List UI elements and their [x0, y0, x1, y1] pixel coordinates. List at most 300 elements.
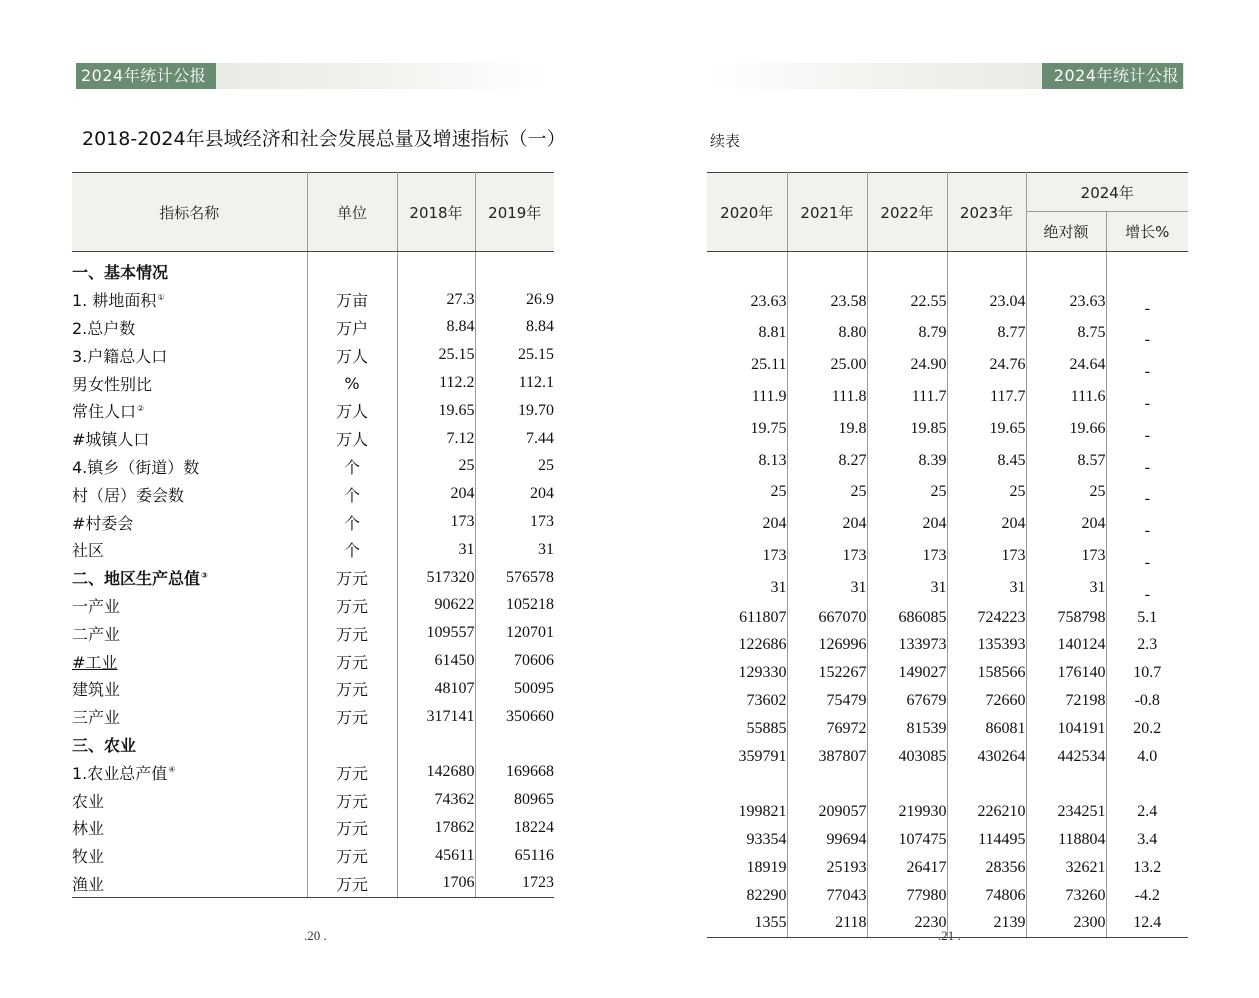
value-2023: 430264	[947, 743, 1026, 771]
indicator-name	[72, 480, 307, 508]
value-2022: 22.55	[867, 286, 947, 318]
value-2021: 77043	[787, 882, 867, 910]
table-row	[707, 540, 1188, 572]
unit-cell	[307, 258, 397, 286]
table-row	[72, 425, 554, 453]
unit-cell: 万元	[307, 842, 397, 870]
col-header-2022: 2022年	[867, 173, 947, 252]
indicator-name	[72, 786, 307, 814]
growth-2024: -	[1144, 585, 1150, 603]
value-2022: 204	[867, 508, 947, 540]
value-2020: 23.63	[707, 286, 787, 318]
growth-2024: -	[1144, 299, 1150, 317]
value-2022: 19.85	[867, 413, 947, 445]
growth-2024: 20.2	[1133, 719, 1162, 737]
value-2024: 140124	[1026, 632, 1106, 660]
value-2024: 24.64	[1026, 349, 1106, 381]
value-2021	[787, 771, 867, 799]
value-2019: 25	[538, 457, 554, 475]
growth-2024: -	[1144, 394, 1150, 412]
unit-cell: 万元	[307, 814, 397, 842]
unit-cell: 万元	[307, 870, 397, 898]
unit-cell: 万元	[307, 758, 397, 786]
value-2018	[397, 731, 475, 759]
unit-cell: 万人	[307, 341, 397, 369]
value-2018: 27.3	[397, 286, 475, 314]
value-2019: 173	[530, 513, 554, 531]
table-row	[72, 731, 554, 759]
value-2020: 111.9	[707, 381, 787, 413]
value-2021: 204	[787, 508, 867, 540]
indicator-name	[72, 592, 307, 620]
value-2024: 72198	[1026, 687, 1106, 715]
value-2021: 126996	[787, 632, 867, 660]
growth-2024: -	[1144, 426, 1150, 444]
value-2024: 25	[1026, 477, 1106, 509]
table-row	[707, 349, 1188, 381]
table-row	[707, 826, 1188, 854]
value-2020: 55885	[707, 715, 787, 743]
value-2019	[475, 731, 554, 759]
table-row	[707, 771, 1188, 799]
indicator-name	[72, 647, 307, 675]
value-2023: 72660	[947, 687, 1026, 715]
value-2021: 387807	[787, 743, 867, 771]
footnote-marker: ①	[157, 292, 165, 302]
value-2020: 93354	[707, 826, 787, 854]
indicator-name	[72, 675, 307, 703]
value-2018: 19.65	[397, 397, 475, 425]
value-2019: 19.70	[518, 401, 554, 419]
value-2023	[947, 258, 1026, 286]
unit-cell: 万元	[307, 619, 397, 647]
table-row	[707, 258, 1188, 286]
value-2019: 105218	[506, 596, 554, 614]
indicator-name	[72, 564, 307, 592]
value-2022: 149027	[867, 659, 947, 687]
value-2019: 25.15	[518, 346, 554, 364]
col-header-growth: 增长%	[1106, 212, 1188, 252]
value-2022: 25	[867, 477, 947, 509]
value-2019: 204	[530, 485, 554, 503]
table-row	[707, 743, 1188, 771]
value-2024: 111.6	[1026, 381, 1106, 413]
value-2024: 32621	[1026, 854, 1106, 882]
indicator-label: 三产业	[72, 708, 121, 728]
value-2021: 25	[787, 477, 867, 509]
table-row	[72, 786, 554, 814]
value-2022: 31	[867, 572, 947, 604]
table-row	[72, 258, 554, 286]
table-row	[707, 715, 1188, 743]
unit-cell: 万元	[307, 592, 397, 620]
table-row	[72, 703, 554, 731]
table-row	[72, 286, 554, 314]
growth-2024	[1106, 771, 1188, 799]
value-2019: 31	[538, 540, 554, 558]
indicator-label: 建筑业	[72, 680, 121, 700]
value-2019: 120701	[506, 624, 554, 642]
value-2018: 8.84	[397, 314, 475, 342]
value-2019: 26.9	[526, 290, 554, 308]
col-header-2021: 2021年	[787, 173, 867, 252]
value-2021: 173	[787, 540, 867, 572]
value-2021: 2118	[787, 910, 867, 938]
value-2020: 18919	[707, 854, 787, 882]
value-2019: 112.1	[518, 374, 554, 392]
value-2020: 82290	[707, 882, 787, 910]
indicator-name	[72, 425, 307, 453]
col-header-name: 指标名称	[72, 173, 307, 252]
value-2024: 758798	[1026, 604, 1106, 632]
value-2020: 31	[707, 572, 787, 604]
indicator-label: #城镇人口	[72, 430, 150, 450]
value-2023: 173	[947, 540, 1026, 572]
value-2022: 133973	[867, 632, 947, 660]
indicator-name	[72, 814, 307, 842]
value-2022	[867, 771, 947, 799]
value-2021: 75479	[787, 687, 867, 715]
col-header-2018: 2018年	[397, 173, 475, 252]
page-number-right: .21 .	[938, 928, 961, 943]
unit-cell: 个	[307, 536, 397, 564]
value-2023: 114495	[947, 826, 1026, 854]
value-2018: 25	[397, 453, 475, 481]
indicator-label: 农业	[72, 791, 105, 811]
table-row	[72, 369, 554, 397]
value-2021: 19.8	[787, 413, 867, 445]
indicator-label: 一、基本情况	[72, 263, 169, 283]
indicator-label: 林业	[72, 819, 105, 839]
indicator-name	[72, 842, 307, 870]
value-2024: 173	[1026, 540, 1106, 572]
table-row	[72, 397, 554, 425]
col-header-2020: 2020年	[707, 173, 787, 252]
table-row	[707, 632, 1188, 660]
indicator-label: 4.镇乡（街道）数	[72, 457, 200, 477]
value-2019	[475, 258, 554, 286]
value-2018: 31	[397, 536, 475, 564]
indicator-name	[72, 341, 307, 369]
report-tag-left: 2024年统计公报	[76, 63, 216, 89]
value-2024: 176140	[1026, 659, 1106, 687]
value-2023: 135393	[947, 632, 1026, 660]
value-2022: 403085	[867, 743, 947, 771]
table-row	[707, 413, 1188, 445]
value-2020: 8.81	[707, 318, 787, 350]
growth-2024: 2.3	[1137, 636, 1158, 654]
value-2023: 204	[947, 508, 1026, 540]
indicator-name	[72, 397, 307, 425]
value-2022: 111.7	[867, 381, 947, 413]
unit-cell: 个	[307, 453, 397, 481]
footnote-marker: ②	[137, 404, 145, 414]
value-2022: 173	[867, 540, 947, 572]
growth-2024	[1106, 258, 1188, 286]
growth-2024: -	[1144, 490, 1150, 508]
value-2023	[947, 771, 1026, 799]
value-2024: 234251	[1026, 798, 1106, 826]
unit-cell: 万元	[307, 703, 397, 731]
value-2023: 86081	[947, 715, 1026, 743]
indicator-label: 一产业	[72, 596, 121, 616]
growth-2024: 3.4	[1137, 831, 1158, 849]
indicator-label: 二产业	[72, 624, 121, 644]
value-2018: 1706	[397, 870, 475, 898]
value-2023: 226210	[947, 798, 1026, 826]
indicator-name	[72, 508, 307, 536]
indicator-name	[72, 731, 307, 759]
growth-2024: -	[1144, 522, 1150, 540]
indicator-name	[72, 286, 307, 314]
col-header-unit: 单位	[307, 173, 397, 252]
value-2022: 2230	[867, 910, 947, 938]
col-header-2023: 2023年	[947, 173, 1026, 252]
indicator-label: 3.户籍总人口	[72, 346, 168, 366]
indicator-name	[72, 619, 307, 647]
value-2021: 209057	[787, 798, 867, 826]
value-2019: 7.44	[526, 429, 554, 447]
value-2020: 173	[707, 540, 787, 572]
value-2021	[787, 258, 867, 286]
value-2022: 219930	[867, 798, 947, 826]
col-header-2024-group: 2024年	[1026, 173, 1188, 212]
growth-2024: -	[1144, 331, 1150, 349]
indicator-label: 男女性别比	[72, 374, 153, 394]
page-number-left: .20 .	[304, 928, 327, 943]
value-2024: 204	[1026, 508, 1106, 540]
value-2024: 23.63	[1026, 286, 1106, 318]
value-2022: 67679	[867, 687, 947, 715]
value-2018: 25.15	[397, 341, 475, 369]
value-2020: 204	[707, 508, 787, 540]
growth-2024: 4.0	[1137, 747, 1158, 765]
report-tag-right: 2024年统计公报	[1042, 63, 1183, 89]
footnote-marker: ④	[168, 765, 176, 775]
value-2019: 18224	[514, 818, 554, 836]
table-row	[72, 564, 554, 592]
value-2024: 8.57	[1026, 445, 1106, 477]
indicator-label: #工业	[72, 652, 118, 672]
indicator-name	[72, 536, 307, 564]
value-2020	[707, 771, 787, 799]
value-2020: 25	[707, 477, 787, 509]
value-2020: 122686	[707, 632, 787, 660]
table-row	[72, 647, 554, 675]
value-2023: 23.04	[947, 286, 1026, 318]
table-row	[707, 659, 1188, 687]
value-2024: 2300	[1026, 910, 1106, 938]
value-2024	[1026, 771, 1106, 799]
value-2022: 24.90	[867, 349, 947, 381]
indicator-label: 1.农业总产值	[72, 763, 168, 783]
indicator-name	[72, 758, 307, 786]
value-2021: 8.80	[787, 318, 867, 350]
value-2024: 73260	[1026, 882, 1106, 910]
unit-cell: 万人	[307, 425, 397, 453]
indicator-name	[72, 703, 307, 731]
value-2022: 686085	[867, 604, 947, 632]
indicator-name	[72, 314, 307, 342]
unit-cell: 万元	[307, 675, 397, 703]
col-header-2019: 2019年	[475, 173, 554, 252]
footnote-marker: ③	[201, 570, 208, 580]
indicator-name	[72, 369, 307, 397]
value-2023: 8.77	[947, 318, 1026, 350]
value-2023: 724223	[947, 604, 1026, 632]
table-row	[72, 341, 554, 369]
table-row	[72, 814, 554, 842]
value-2021: 99694	[787, 826, 867, 854]
table-row	[707, 445, 1188, 477]
table-row	[707, 572, 1188, 604]
table-row	[707, 508, 1188, 540]
unit-cell: 万元	[307, 647, 397, 675]
value-2021: 111.8	[787, 381, 867, 413]
table-row	[707, 798, 1188, 826]
value-2023: 74806	[947, 882, 1026, 910]
value-2022: 8.39	[867, 445, 947, 477]
indicator-label: 三、农业	[72, 735, 137, 755]
value-2020: 199821	[707, 798, 787, 826]
table-row	[707, 604, 1188, 632]
growth-2024: 12.4	[1106, 910, 1188, 938]
value-2018: 61450	[397, 647, 475, 675]
continuation-label: 续表	[710, 132, 741, 150]
value-2023: 19.65	[947, 413, 1026, 445]
indicator-label: 二、地区生产总值	[72, 569, 201, 589]
page-title: 2018-2024年县域经济和社会发展总量及增速指标（一）	[82, 128, 566, 150]
value-2019: 50095	[514, 679, 554, 697]
value-2018: 517320	[397, 564, 475, 592]
value-2022: 107475	[867, 826, 947, 854]
table-row	[707, 286, 1188, 318]
indicator-name	[72, 870, 307, 898]
value-2022: 81539	[867, 715, 947, 743]
indicator-label: #村委会	[72, 513, 134, 533]
value-2022: 77980	[867, 882, 947, 910]
value-2020: 359791	[707, 743, 787, 771]
value-2020: 1355	[707, 910, 787, 938]
value-2018: 142680	[397, 758, 475, 786]
value-2023: 2139	[947, 910, 1026, 938]
value-2022: 8.79	[867, 318, 947, 350]
indicator-table-right	[707, 172, 1188, 938]
growth-2024: -	[1144, 363, 1150, 381]
value-2020: 19.75	[707, 413, 787, 445]
value-2020: 611807	[707, 604, 787, 632]
growth-2024: -4.2	[1134, 886, 1160, 904]
value-2024	[1026, 258, 1106, 286]
unit-cell: 万亩	[307, 286, 397, 314]
value-2019: 169668	[506, 763, 554, 781]
growth-2024: 5.1	[1137, 608, 1158, 626]
value-2020: 25.11	[707, 349, 787, 381]
unit-cell: 万户	[307, 314, 397, 342]
table-row	[72, 508, 554, 536]
growth-2024: -0.8	[1134, 692, 1160, 710]
indicator-label: 常住人口	[72, 402, 137, 422]
indicator-label: 渔业	[72, 874, 105, 894]
table-row	[72, 842, 554, 870]
unit-cell	[307, 731, 397, 759]
table-row	[72, 675, 554, 703]
value-2018	[397, 258, 475, 286]
value-2024: 442534	[1026, 743, 1106, 771]
value-2018: 48107	[397, 675, 475, 703]
table-row	[72, 536, 554, 564]
value-2019: 1723	[475, 870, 554, 898]
table-row	[707, 318, 1188, 350]
growth-2024: -	[1144, 553, 1150, 571]
unit-cell: %	[307, 369, 397, 397]
indicator-label: 社区	[72, 541, 105, 561]
table-row	[707, 381, 1188, 413]
value-2021: 152267	[787, 659, 867, 687]
value-2021: 76972	[787, 715, 867, 743]
value-2018: 112.2	[397, 369, 475, 397]
indicator-name	[72, 453, 307, 481]
table-row	[72, 870, 554, 898]
value-2024: 31	[1026, 572, 1106, 604]
growth-2024: 13.2	[1133, 858, 1162, 876]
unit-cell: 万元	[307, 564, 397, 592]
unit-cell: 个	[307, 480, 397, 508]
table-row	[707, 854, 1188, 882]
value-2019: 70606	[514, 652, 554, 670]
table-row	[707, 477, 1188, 509]
value-2019: 8.84	[526, 318, 554, 336]
indicator-label: 2.总户数	[72, 318, 136, 338]
unit-cell: 万人	[307, 397, 397, 425]
value-2018: 74362	[397, 786, 475, 814]
table-row	[72, 592, 554, 620]
growth-2024: 2.4	[1137, 803, 1158, 821]
value-2021: 25.00	[787, 349, 867, 381]
table-row	[707, 687, 1188, 715]
value-2018: 173	[397, 508, 475, 536]
value-2020: 73602	[707, 687, 787, 715]
value-2018: 17862	[397, 814, 475, 842]
value-2020	[707, 258, 787, 286]
value-2019: 80965	[514, 791, 554, 809]
value-2019: 576578	[506, 568, 554, 586]
value-2018: 90622	[397, 592, 475, 620]
value-2021: 23.58	[787, 286, 867, 318]
growth-2024: 10.7	[1133, 664, 1162, 682]
value-2024: 8.75	[1026, 318, 1106, 350]
value-2021: 31	[787, 572, 867, 604]
value-2021: 667070	[787, 604, 867, 632]
value-2021: 8.27	[787, 445, 867, 477]
value-2023: 8.45	[947, 445, 1026, 477]
unit-cell: 万元	[307, 786, 397, 814]
indicator-label: 村（居）委会数	[72, 485, 185, 505]
table-row	[72, 314, 554, 342]
value-2018: 45611	[397, 842, 475, 870]
value-2023: 31	[947, 572, 1026, 604]
indicator-name	[72, 258, 307, 286]
value-2023: 25	[947, 477, 1026, 509]
value-2024: 19.66	[1026, 413, 1106, 445]
value-2018: 7.12	[397, 425, 475, 453]
value-2023: 24.76	[947, 349, 1026, 381]
value-2023: 28356	[947, 854, 1026, 882]
table-row	[72, 480, 554, 508]
value-2024: 118804	[1026, 826, 1106, 854]
col-header-absolute: 绝对额	[1026, 212, 1106, 252]
indicator-table-left	[72, 172, 554, 898]
